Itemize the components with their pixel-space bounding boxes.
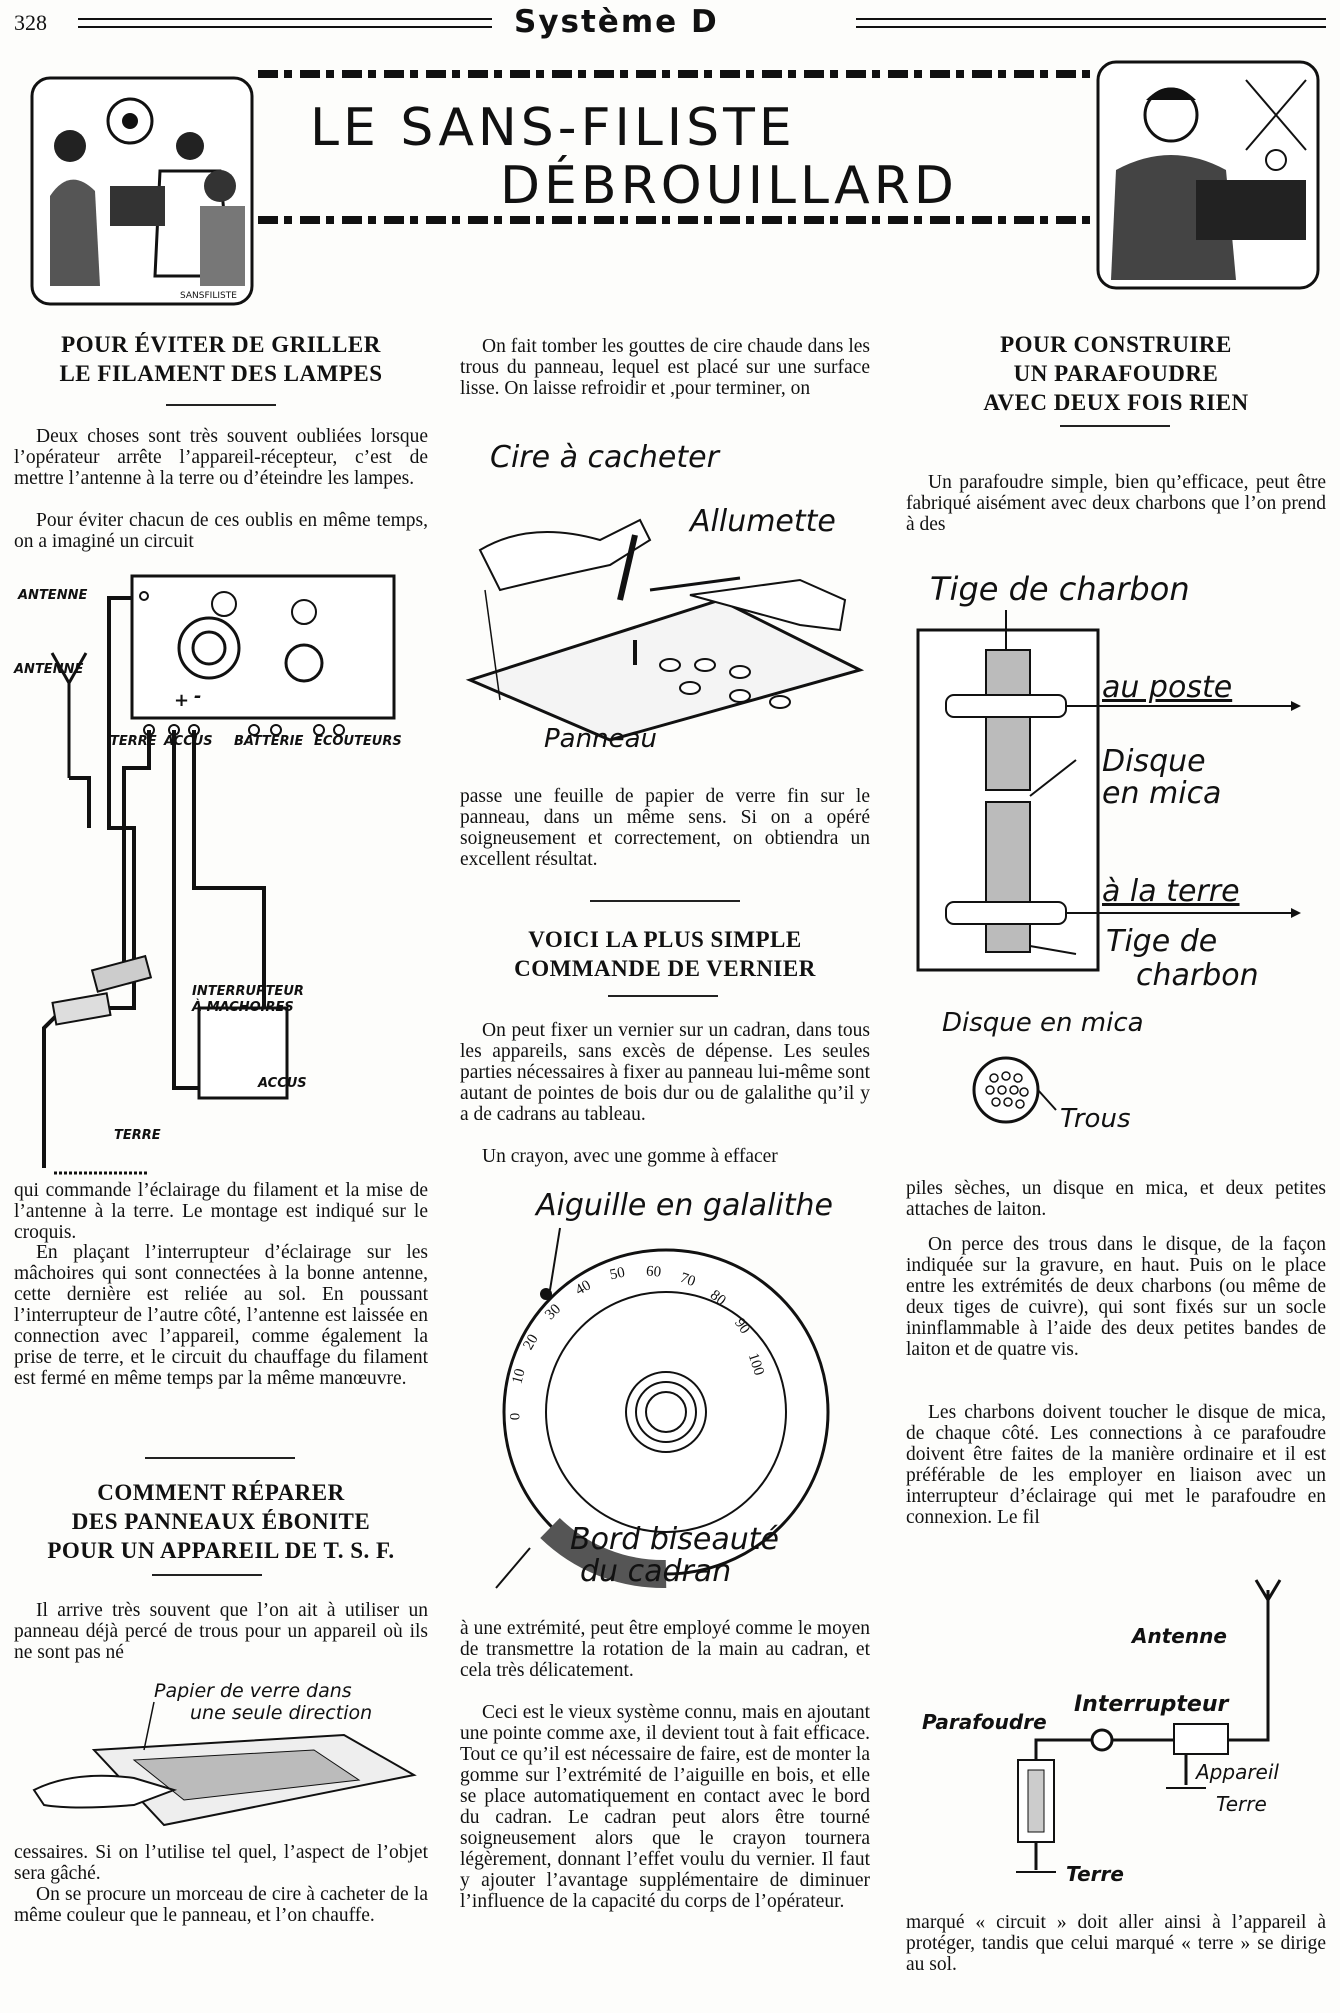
col3-paragraph-4: Les charbons doivent toucher le disque de mica, de chaque côté. Les connections à ce parafoudre doivent être faites de la manière ordinaire et il est préférable de les employer en liaison avec un interrupteur d’éclairage qui met le parafoudre en connexion. Le fil <box>906 1402 1326 1528</box>
banner-title-line2: DÉBROUILLARD <box>500 156 958 216</box>
col3-paragraph-1: Un parafoudre simple, bien qu’efficace, peut être fabriqué aisément avec deux charbons que l’on prend à des <box>906 472 1326 535</box>
heading-reparer-panneaux: COMMENT RÉPARER DES PANNEAUX ÉBONITE POUR UN APPAREIL DE T. S. F. <box>47 1480 395 1563</box>
label-terre-right: Terre <box>1216 1792 1267 1816</box>
dial-tick-20: 20 <box>520 1331 542 1353</box>
dial-tick-0: 0 <box>507 1412 524 1421</box>
label-terre-bottom: TERRE <box>114 1128 161 1143</box>
label-en-mica: en mica <box>1102 776 1222 811</box>
heading-rule <box>166 404 276 406</box>
col2-paragraph-1: On fait tomber les gouttes de cire chaude dans les trous du panneau, lequel est placé sur une surface lisse. On laisse refroidir et ,pour terminer, on <box>460 336 870 399</box>
section-rule-col1 <box>145 1457 295 1459</box>
col3-paragraph-3: On perce des trous dans le disque, de la façon indiquée sur la gravure, en haut. Puis on le place entre les extrémités de deux charbons (ou même de deux tiges de cuivre), qui sont fixés sur un socle ininflammable à l’aide des deux petites bandes de laiton et de quatre vis. <box>906 1234 1326 1360</box>
label-interrupteur: Interrupteur <box>1074 1692 1229 1717</box>
label-terre-bottom: Terre <box>1066 1862 1124 1886</box>
col1-paragraph-6: cessaires. Si on l’utilise tel quel, l’aspect de l’objet sera gâché. <box>14 1842 428 1884</box>
banner-illustration-left <box>30 76 254 306</box>
label-tige-de: Tige de <box>1106 924 1218 959</box>
col1-paragraph-3: qui commande l’éclairage du filament et la mise de l’antenne à la terre. Le montage est indiqué sur le croquis. <box>14 1180 428 1243</box>
label-machoires: À MACHOIRES <box>192 1000 294 1015</box>
heading-rule-2 <box>152 1574 262 1576</box>
col2-paragraph-2: passe une feuille de papier de verre fin sur le panneau, dans un même sens. Si on a opéré soigneusement et correctement, on obtiendra un excellent résultat. <box>460 786 870 870</box>
figure-dial <box>460 1188 880 1608</box>
label-minus: - <box>194 686 202 707</box>
label-aiguille: Aiguille en galalithe <box>536 1188 833 1223</box>
label-disque-en-mica: Disque en mica <box>942 1008 1144 1038</box>
col1-paragraph-1: Deux choses sont très souvent oubliées lorsque l’opérateur arrête l’appareil-récepteur, c’est de mettre l’antenne à la terre ou d’éteindre les lampes. <box>14 426 428 489</box>
dial-tick-70: 70 <box>677 1269 698 1291</box>
label-disque: Disque <box>1102 744 1206 779</box>
col2-paragraph-5: à une extrémité, peut être employé comme le moyen de transmettre la rotation de la main au cadran, et cela très délicatement. <box>460 1618 870 1681</box>
heading-eviter-griller: POUR ÉVITER DE GRILLER LE FILAMENT DES LAMPES <box>59 332 383 386</box>
banner-ornament-top-row <box>258 70 1098 78</box>
banner <box>30 76 1320 308</box>
figure-parafoudre <box>906 570 1336 1140</box>
label-charbon: charbon <box>1136 958 1259 993</box>
label-plus: + <box>174 690 190 711</box>
header-rule-right <box>856 18 1326 28</box>
cire-drawing <box>460 440 880 770</box>
heading-rule-3 <box>608 995 718 997</box>
label-terre: TERRE <box>110 734 157 749</box>
heading-parafoudre: POUR CONSTRUIRE UN PARAFOUDRE AVEC DEUX FOIS RIEN <box>983 332 1249 415</box>
label-bord-biseaute: Bord biseauté <box>570 1522 779 1557</box>
sanding-caption-1: Papier de verre dans <box>154 1680 352 1702</box>
banner-ornament-bottom <box>258 216 1098 224</box>
label-au-poste: au poste <box>1102 670 1233 705</box>
heading-rule-4 <box>1060 425 1170 427</box>
col1-paragraph-4: En plaçant l’interrupteur d’éclairage sur les mâchoires qui sont connectées à la bonne antenne, cette dernière est reliée au sol. En poussant l’interrupteur de l’autre côté, l’antenne est laissée en connection avec l’appareil, comme également la prise de terre, et le circuit du chauffage du filament est fermé en même temps par la même manœuvre. <box>14 1242 428 1389</box>
label-allumette: Allumette <box>690 504 836 539</box>
col1-paragraph-5: Il arrive très souvent que l’on ait à utiliser un panneau déjà percé de trous pour un appareil où ils ne sont pas né <box>14 1600 428 1663</box>
dial-tick-60: 60 <box>645 1263 662 1281</box>
label-parafoudre: Parafoudre <box>922 1710 1047 1734</box>
dial-tick-90: 90 <box>731 1315 753 1337</box>
label-batterie: BATTERIE <box>234 734 304 749</box>
col2-paragraph-6: Ceci est le vieux système connu, mais en ajoutant une pointe comme axe, il devient tout à fait efficace. Tout ce qu’il est nécessaire de faire, est de monter la gomme sur l’extrémité de l’aiguille en bois, et elle se place automatiquement en contact avec le bord du cadran. Le cadran peut alors être tourné soigneusement alors que le crayon tournera légèrement, donnant l’effet voulu du vernier. Il faut y ajouter l’avantage supplémentaire de diminuer l’influence de la capacité du corps de l’opérateur. <box>460 1702 870 1912</box>
dial-tick-10: 10 <box>509 1367 529 1386</box>
label-ecouteurs: ECOUTEURS <box>314 734 402 749</box>
label-tige-charbon-top: Tige de charbon <box>930 570 1190 608</box>
branchement-drawing <box>906 1580 1326 1900</box>
label-a-la-terre: à la terre <box>1102 874 1240 909</box>
circuit-drawing <box>14 568 434 1148</box>
page-number: 328 <box>14 10 47 35</box>
label-du-cadran: du cadran <box>580 1554 732 1589</box>
dial-tick-80: 80 <box>706 1287 729 1310</box>
sanding-caption-2: une seule direction <box>190 1702 373 1724</box>
label-appareil: Appareil <box>1196 1760 1279 1784</box>
page-header <box>14 4 1326 42</box>
svg-text:SANSFILISTE: SANSFILISTE <box>180 291 237 301</box>
dial-tick-30: 30 <box>542 1301 565 1324</box>
label-interrupteur: INTERRUPTEUR <box>192 984 304 999</box>
label-panneau: Panneau <box>544 724 657 754</box>
label-antenne-top: ANTENNE <box>18 588 88 603</box>
figure-cire <box>460 440 880 770</box>
label-cire-a-cacheter: Cire à cacheter <box>490 440 719 475</box>
label-antenne: ANTENNE <box>14 662 84 677</box>
label-trous: Trous <box>1060 1104 1131 1134</box>
col3-paragraph-2: piles sèches, un disque en mica, et deux petites attaches de laiton. <box>906 1178 1326 1220</box>
col1-paragraph-2: Pour éviter chacun de ces oublis en même temps, on a imaginé un circuit <box>14 510 428 552</box>
col3-paragraph-5: marqué « circuit » doit aller ainsi à l’appareil à protéger, tandis que celui marqué « terre » se dirige au sol. <box>906 1912 1326 1975</box>
label-antenne: Antenne <box>1132 1624 1227 1648</box>
figure-circuit <box>14 568 434 1148</box>
figure-branchement <box>906 1580 1326 1900</box>
journal-title: Système D <box>514 4 719 40</box>
label-accus: ACCUS <box>164 734 213 749</box>
label-accus-box: ACCUS <box>258 1076 307 1091</box>
dial-tick-50: 50 <box>608 1264 627 1284</box>
parafoudre-drawing <box>906 570 1336 1140</box>
col1-paragraph-7: On se procure un morceau de cire à cacheter de la même couleur que le panneau, et l’on chauffe. <box>14 1884 428 1926</box>
figure-sanding <box>14 1680 434 1830</box>
section-rule-col2 <box>590 900 740 902</box>
column-1 <box>14 330 428 388</box>
dial-tick-100: 100 <box>744 1351 767 1378</box>
heading-commande-vernier: VOICI LA PLUS SIMPLE COMMANDE DE VERNIER <box>514 927 816 981</box>
header-rule-left <box>78 18 492 28</box>
dial-tick-40: 40 <box>572 1277 594 1299</box>
banner-title-line1: LE SANS-FILISTE <box>310 98 796 158</box>
col2-paragraph-4: Un crayon, avec une gomme à effacer <box>482 1146 778 1167</box>
banner-illustration-right <box>1096 60 1320 290</box>
col2-paragraph-3: On peut fixer un vernier sur un cadran, dans tous les appareils, sans excès de dépense. Les seules parties nécessaires à fixer au panneau lui-même sont autant de pointes de bois dur ou de galalithe qu’il y a de cadrans au tableau. <box>460 1020 870 1125</box>
